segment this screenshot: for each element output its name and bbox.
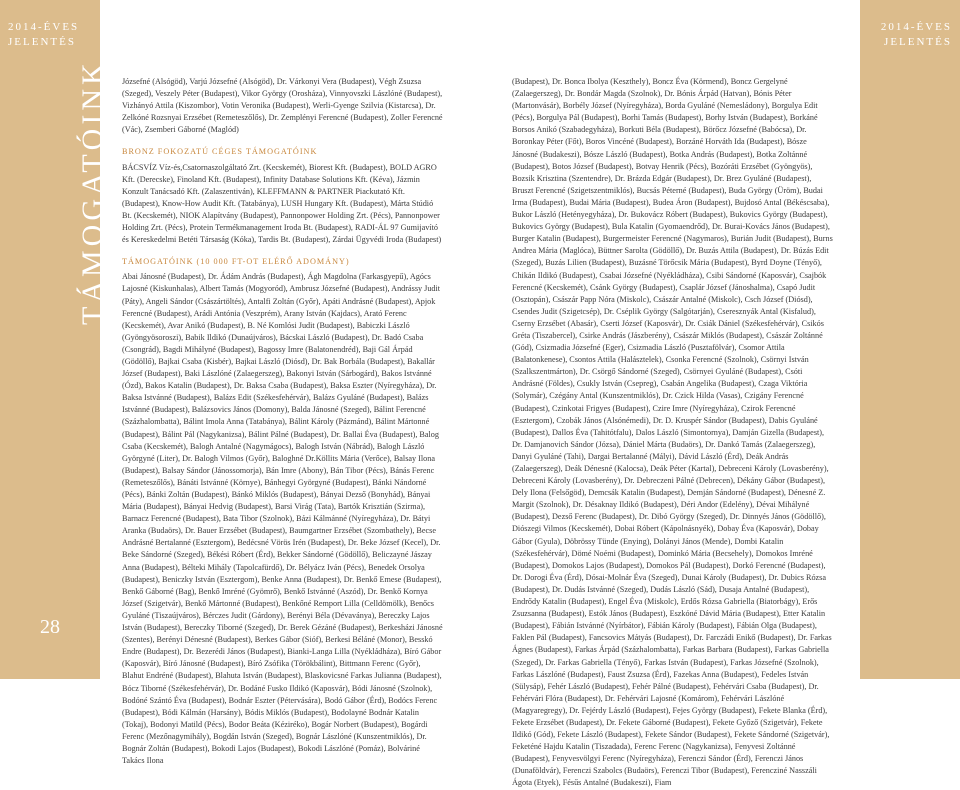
- section-heading: [122, 256, 444, 268]
- paragraph: BÁCSVÍZ Víz-és,Csatornaszolgáltató Zrt. (Kecskemét), Biorest Kft. (Budapest), BOLD AGRO Kft. (Derecske), Finoland Kft. (Budapest), Infinity Database Solutions Kft. (Kéva), Jázmin Konzult Tanácsadó Kft. (Zalaszentiván), KLEFFMANN & PARTNER Piackutató Kft. (Budapest), Know-How Audit Kft. (Tatabánya), LUSH Hungary Kft. (Budapest), Márta Stúdió Bt. (Kecskemét), NIOK Alapítvány (Budapest), Pannonpower Holding Zrt. (Pécs), Pannonpower Holding Zrt. (Pécs), Protein Termékmanagement Iroda Bt. (Budapest), RADI-ÁL 97 Gumijavító és Kereskedelmi Betéti Társaság (Kóka), Tardis Bt. (Budapest), Zárdai Ügyvédi Iroda (Budapest): [122, 162, 442, 245]
- report-label: [8, 20, 79, 50]
- page-number: 28: [40, 616, 60, 638]
- section-heading: [122, 146, 444, 158]
- report-type-right: JELENTÉS: [884, 36, 952, 48]
- paragraph: (Budapest), Dr. Bonca Ibolya (Keszthely), Boncz Éva (Körmend), Boncz Gergelyné (Zalaegerszeg), Dr. Bondár Magda (Szolnok), Dr. Bónis Árpád (Hatvan), Bónis Péter (Martonvásár), Borbély József (Nyíregyháza), Borda Gyuláné (Nemesládony), Borgulya Edit (Pécs), Borgulya Pál (Budapest), Borhi Tamás (Budapest), Borhy István (Budapest), Borkáné Borsos Anikó (Szabadegyháza), Borkuti Béla (Budapest), Börőcz Józsefné (Babócsa), Dr. Boronkay Péter (Főt), Boros Vincéné (Budapest), Borzáné Horváth Ida (Budapest), Bósze Jánosné (Budakeszi), Bósze László (Budapest), Botka András (Budapest), Botka Zoltánné (Budapest), Botos József (Budapest), Botvay Henrik (Pécs), Bozóráti Erzsébet (Gyöngyös), Bozsik Krisztina (Szentendre), Dr. Brázda Edgár (Budapest), Dr. Brez Gyuláné (Budapest), Bruszt Ferencné (Szigetszentmiklós), Bucsás Péterné (Budapest), Buda György (Üröm), Budai Irma (Budapest), Budai Mária (Budapest), Budea Áron (Budapest), Bujdosó Antal (Békéscsaba), Bukor László (Hetényegyháza), Dr. Bukovácz Róbert (Budapest), Bukovics György (Budapest), Bukovics György (Budapest), Bula Katalin (Gyomaendrőd), Dr. Burai-Kovács János (Budapest), Burger Katalin (Budapest), Burgermeister Ferencné (Nagymaros), Burián Judit (Budapest), Burns Andrea Mária (Maglóca), Büttner Sarolta (Gödöllő), Dr. Buzás Attila (Budapest), Dr. Búzás Edit (Szeged), Buzás Lilien (Budapest), Buzásné Törőcsik Mária (Budapest), Byrd Doyne (Tényő), Chikán Ildikó (Budapest), Csabai Józsefné (Nyékládháza), Csibi Sándorné (Kaposvár), Csajbók Ferencné (Kecskemét), Csánk György (Budapest), Csaplár József (Jánoshalma), Csapó Judit (Osztopán), Császár Papp Nóra (Miskolc), Császár Antalné (Miskolc), Csch József (Diósd), Csendes Judit (Szigetcsép), Dr. Cséplik György (Salgótarján), Cseresznyák Antal (Kisfalud), Cserny Erzsébet (Abasár), Cserti József (Kaposvár), Dr. Csiák Dániel (Székesfehérvár), Csikós Gréta (Tiszabercel), Csirke András (Jászberény), Császár Miklós (Budapest), Császár Zoltánné (Gód), Csizmadia Józsefné (Eger), Csizmadia László (Pusztafölvár), Csomor Attila (Balatonkenese), Csontos Attila (Halásztelek), Csonka Ferencné (Szolnok), Csörnyi István (Szalkszentmárton), Dr. Csörgő Sándorné (Szeged), Csörnyei Gyuláné (Budapest), Csóti Andrásné (Földes), Csukly István (Csepreg), Csabán Angelika (Budapest), Czaga Viktória (Solymár), Czégány Antal (Kunszentmiklós), Dr. Czick Hilda (Vasas), Czigány Ferencné (Budapest), Czinkotai Frigyes (Budapest), Czire Imre (Nyíregyháza), Czirok Ferencné (Esztergom), Czobák János (Alsónémedi), Dr. D. Kruspér Sándor (Budapest), Dabis Gyuláné (Budapest), Dallos Éva (Tahitótfalu), Dalos László (Simontornya), Damján Gizella (Budapest), Dr. Damjanovich Sándor (Józsa), Dániel Márta (Budaörs), Dr. Dankó Tamás (Zalaegerszeg), Danyi Gyuláné (Tahi), Dargai Bertalanné (Mályi), Dávid László (Érd), Deák András (Zalaegerszeg), Deák Dénesné (Kalocsa), Deák Péter (Kartal), Debreceni Károly (Lovasberény), Debreceni Károly (Lovasberény), Dr. Debreczeni Pálné (Debrecen), Dékány Gábor (Budapest), Dely Ilona (Felsőgöd), Demcsák Katalin (Budapest), Demján Sándorné (Budapest), Dénesné Z. Margit (Szolnok), Dr. Désaknay Ildikó (Budapest), Déri Andor (Edelény), Dévai Mihályné (Budapest), Dezső Ferenc (Budapest), Dr. Dibó György (Szeged), Dr. Dinnyés János (Gödöllő), Diószegi Vilmos (Kecskemét), Dobai Róbert (Kápolnásnyék), Dobay Éva (Kaposvár), Dobay Gábor (Gyula), Döbrössy Tünde (Enying), Dolányi János (Mende), Dombi Katalin (Székesfehérvár), Dömé Noémi (Budapest), Dominkó Mária (Becsehely), Domokos Imréné (Budapest), Domokos Lajos (Budapest), Domokos Pál (Budapest), Dorkó Ferencné (Budapest), Dr. Dorogi Éva (Érd), Dósai-Molnár Éva (Szeged), Dunai Károly (Budapest), Dr. Dubics Rózsa (Budapest), Dr. Dudás Istvánné (Szeged), Dudás László (Sád), Dusaja Antalné (Budapest), Endrődy Katalin (Budapest), Engel Éva (Miskolc), Erdős Rózsa Gabriella (Biatorbágy), Erős Zsuzsanna (Budapest), Estók János (Budapest), Eszkóné Dávid Mária (Budapest), Etter Katalin (Budapest), Fábián Istvánné (Nyírbátor), Fábián Károly (Budapest), Fábián Olga (Budapest), Faklen Pál (Budapest), Fancsovics Mátyás (Budapest), Dr. Farczádi Enikő (Budapest), Dr. Farkas Ágnes (Budapest), Farkas Árpád (Százhalombatta), Farkas Barbara (Budapest), Farkas Gabriella (Szeged), Dr. Farkas Gabriella (Tényő), Farkas István (Budapest), Farkas Józsefné (Szolnok), Farkas Lászlóné (Budapest), Faust Zsuzsa (Érd), Fazekas Anna (Budapest), Fedeles István (Sülysáp), Fehér László (Budapest), Fehér Pálné (Budapest), Fehérvári Csaba (Budapest), Dr. Fehérvári Flóra (Budapest), Dr. Fehérvári Lajosné (Komárom), Fehérvári Lászlóné (Magyaregregy), Dr. Fejérdy László (Budapest), Fejes György (Budapest), Fekete Blanka (Érd), Fekete Erzsébet (Budapest), Dr. Fekete Gáborné (Budapest), Fekete Győző (Szigetvár), Fekete Ildikó (Gód), Fekete László (Budapest), Fekete Sándor (Budapest), Fekete Sándorné (Szigetvár), Feketéné Hajdu Katalin (Tiszadada), Ferenc Ferenc (Nagykanizsa), Fenyvesi Zoltánné (Budapest), Fenyvesvölgyi Ferenc (Nyíregyháza), Ferenczi Sándor (Érd), Ferenczi János (Dunaföldvár), Ferenczi Szabolcs (Budaörs), Ferenczi Tibor (Budapest), Ferencziné Nasszáli Ágota (Etyek), Fésűs Antalné (Budakeszi), Fiam: [512, 77, 833, 788]
- left-sidebar: [0, 0, 109, 679]
- section-title-vertical: [36, 59, 109, 350]
- report-label-right: [881, 20, 952, 50]
- report-year-right: 2014-ÉVES: [880, 21, 952, 33]
- section-title: TÁMOGATÓINK: [76, 59, 109, 325]
- report-year: 2014-ÉVES: [8, 21, 80, 33]
- heading-text: TÁMOGATÓINK (10 000 FT-OT ELÉRŐ ADOMÁNY): [122, 257, 350, 267]
- right-band: [860, 0, 960, 679]
- paragraph: Józsefné (Alsógöd), Varjú Józsefné (Alsógöd), Dr. Várkonyi Vera (Budapest), Végh Zsuzsa (Szeged), Veszely Péter (Budapest), Vikor György (Orosháza), Vinnyovszki Lászlóné (Budapest), Vizhányó Attila (Kiszombor), Votin Veronika (Budapest), Werli-Gyenge Szilvia (Kistarcsa), Dr. Zelkóné Rozsnyai Erzsébet (Remeteszőlős), Dr. Zemplényi Ferencné (Budapest), Zoller Ferencné (Vác), Zsemberi Gáborné (Maglód): [122, 77, 443, 135]
- heading-text: BRONZ FOKOZATÚ CÉGES TÁMOGATÓINK: [122, 147, 318, 157]
- paragraph: Abai Jánosné (Budapest), Dr. Ádám András (Budapest), Ágh Magdolna (Farkasgyepű), Agócs Lajosné (Kiskunhalas), Albert Tamás (Mogyoród), Ambrusz Józsefné (Budapest), Andrássy Judit (Páty), Angeli Sándor (Császártöltés), Antalfi Zoltán (Győr), Apáti Andrásné (Budapest), Apjok Ferencné (Budapest), Arádi Antónia (Veszprém), Arany István (Kajdacs), Arató Ferenc (Kecskemét), Avar Anikó (Budapest), B. Né Komlósi Judit (Budapest), Babiczki László (Gyöngyösoroszi), Babik Ildikó (Dunaújváros), Bácskai László (Budapest), Dr. Badó Csaba (Csongrád), Bagdi Mihályné (Budapest), Bagossy Imre (Balatonendréd), Baji Gál Árpád (Gödöllő), Bajkai Csaba (Kisbér), Bajkai László (Diósd), Dr. Bak Borbála (Budapest), Bakallár József (Budapest), Baki Lászlóné (Zalaegerszeg), Bakonyi István (Sárbogárd), Bakos Istvánné (Ózd), Bakos Katalin (Budapest), Dr. Baksa Csaba (Budapest), Baksa Eszter (Nyíregyháza), Dr. Baksa Istvánné (Budapest), Balázs Edit (Székesfehérvár), Balázs Gyuláné (Budapest), Balázs Istvánné (Budapest), Balázsovics János (Domony), Balda Jánosné (Szeged), Bálint Ferencné (Százhalombatta), Bálint Imola Anna (Tatabánya), Bálint Károly (Pázmánd), Bálint Mártonné (Budapest), Bálint Pál (Nagykanizsa), Bálint Pálné (Budapest), Dr. Ballai Éva (Budapest), Balog Csaba (Kecskemét), Balogh Antalné (Nagymágocs), Balogh István (Nábrád), Balogh László Györgyné (Liter), Dr. Balogh Vilmos (Győr), Baloghné Dr.Köllits Mária (Verőce), Balsay Ilona (Budapest), Balsay Sándor (Jánossomorja), Bán Imre (Abony), Bán Tibor (Pécs), Bánás Ferenc (Remeteszőlős), Bánáti Istvánné (Környe), Bánhegyi Györgyné (Budapest), Bánki Nándorné (Pécs), Bánki Zoltán (Budapest), Bánkó Miklós (Budapest), Bányai Dezső (Bonyhád), Bányai Mária (Budapest), Bányai Hedvig (Budapest), Barsi Virág (Tata), Bartók Krisztián (Szirma), Barnacz Ferencné (Budapest), Bata Tibor (Szolnok), Bázi Kálmánné (Nyíregyháza), Dr. Bátyi Aranka (Budaörs), Dr. Bauer Erzsébet (Budapest), Baumgartner Erzsébet (Szombathely), Becse Andrásné Bertalanné (Esztergom), Bedécsné Vörös Irén (Budapest), Dr. Beke József (Kecel), Dr. Beke Sándorné (Szeged), Békési Róbert (Érd), Bekker Sándorné (Gödöllő), Beliczayné Jászay Anna (Budapest), Bélteki Mihály (Tapolcafürdő), Dr. Bélyácz Iván (Pécs), Benedek Orsolya (Budapest), Beniczky István (Esztergom), Benke Anna (Budapest), Dr. Benkő Emese (Budapest), Benkő Gáborné (Bag), Benkő Imréné (Gyömrő), Benkő Istvánné (Aszód), Dr. Benkő Kornya József (Szigetvár), Benkő Mártonné (Budapest), Benkőné Remport Lilla (Celldömölk), Benőcs Gyuláné (Tiszaújváros), Bérczes Judit (Gárdony), Berényi Béla (Dévaványa), Bereczky Lajos István (Budapest), Bereczky Tiborné (Szeged), Dr. Berek Gézáné (Budapest), Berkesházi Jánosné (Szentes), Berényi Dénesné (Budapest), Berkes Gábor (Sióf), Berkesi Béláné (Monor), Besskó Endre (Budapest), Dr. Bezerédi János (Budapest), Bianki-Langa Lilla (Nyékládháza), Bíró Gábor (Kaposvár), Bíró Jánosné (Budapest), Bíró Zsófika (Törökbálint), Bittmann Ferenc (Győr), Blahut Endréné (Budapest), Blahuta István (Budapest), Blaskovicsné Farkas Julianna (Budapest), Bócz Tiborné (Székesfehérvár), Dr. Bodáné Fusko Ildikó (Kaposvár), Bódi Jánosné (Szolnok), Bodóné Szántó Éva (Budapest), Bodnár Eszter (Pétervására), Bodó Gábor (Érd), Bodócs Ferenc (Budapest), Bódi Kálmán (Harsány), Bódis Miklós (Budapest), Bodolayné Bodnár Katalin (Tokaj), Bodonyi Matild (Pécs), Bodor Beáta (Kéziréko), Bogár Norbert (Budapest), Bogárdi Ferenc (Mezőnagymihály), Bogdán István (Szeged), Bognár Lászlóné (Kunszentmiklós), Dr. Bognár Zoltán (Budapest), Bokodi Lajos (Budapest), Bokodi Lászlóné (Pomáz), Bolváriné Takács Ilona: [122, 272, 443, 766]
- text-column-left: [122, 76, 444, 767]
- text-column-right: [512, 76, 834, 790]
- report-type: JELENTÉS: [8, 36, 76, 48]
